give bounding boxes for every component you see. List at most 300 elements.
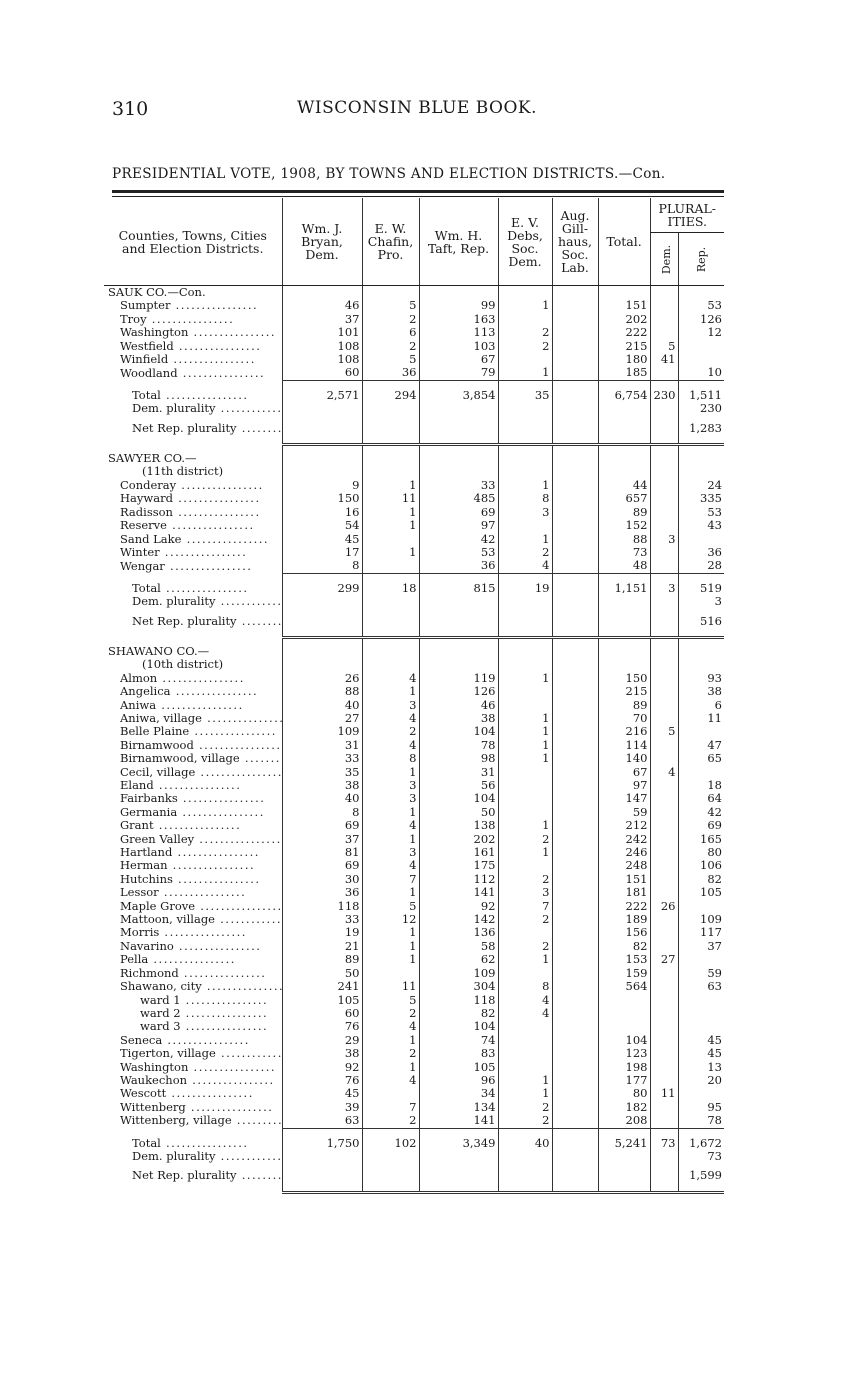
cell-debs: 1 — [498, 819, 552, 832]
spacer-cell — [498, 628, 552, 638]
cell-gillhaus — [552, 452, 598, 465]
cell-total: 208 — [598, 1114, 650, 1128]
table-row — [104, 967, 724, 980]
cell-taft: 62 — [419, 953, 498, 966]
cell-plur-dem: 26 — [650, 900, 678, 913]
cell-plur-dem — [650, 926, 678, 939]
cell-bryan: 76 — [282, 1020, 362, 1033]
cell-gillhaus — [552, 699, 598, 712]
row-label: Fairbanks ..... — [104, 792, 282, 805]
row-label: Wengar ..... — [104, 559, 282, 573]
cell-plur-dem: 41 — [650, 353, 678, 366]
cell-plur-dem — [650, 1114, 678, 1128]
cell-bryan: 40 — [282, 699, 362, 712]
cell-plur-dem — [650, 685, 678, 698]
row-label: Herman ..... — [104, 859, 282, 872]
spacer-cell — [419, 445, 498, 453]
table-row — [104, 766, 724, 779]
cell-chafin — [362, 402, 419, 415]
cell-taft: 126 — [419, 685, 498, 698]
cell-debs: 2 — [498, 913, 552, 926]
table-row — [104, 913, 724, 926]
cell-taft: 112 — [419, 873, 498, 886]
cell-taft: 202 — [419, 833, 498, 846]
table-row — [104, 752, 724, 765]
cell-taft — [419, 615, 498, 628]
cell-bryan: 108 — [282, 353, 362, 366]
cell-chafin: 2 — [362, 1007, 419, 1020]
cell-bryan: 36 — [282, 886, 362, 899]
cell-plur-dem — [650, 980, 678, 993]
cell-plur-dem — [650, 559, 678, 573]
cell-taft: 113 — [419, 326, 498, 339]
cell-gillhaus — [552, 546, 598, 559]
cell-gillhaus — [552, 725, 598, 738]
table-row — [104, 546, 724, 559]
cell-chafin: 1 — [362, 506, 419, 519]
cell-gillhaus — [552, 1101, 598, 1114]
table-row — [104, 1034, 724, 1047]
cell-bryan: 60 — [282, 366, 362, 380]
cell-chafin: 1 — [362, 479, 419, 492]
cell-taft — [419, 402, 498, 415]
row-label: Maple Grove ..... — [104, 900, 282, 913]
row-label: Westfield ..... — [104, 340, 282, 353]
cell-plur-dem: 3 — [650, 578, 678, 595]
cell-taft — [419, 286, 498, 300]
row-label: Dem. plurality ..... — [104, 1150, 282, 1163]
cell-plur-rep — [678, 1087, 724, 1100]
cell-plur-dem: 4 — [650, 766, 678, 779]
cell-plur-rep: 28 — [678, 559, 724, 573]
cell-plur-rep: 38 — [678, 685, 724, 698]
cell-gillhaus — [552, 353, 598, 366]
cell-plur-rep — [678, 465, 724, 478]
spacer-cell — [650, 1183, 678, 1193]
cell-debs — [498, 806, 552, 819]
row-label: Cecil, village ..... — [104, 766, 282, 779]
cell-debs: 40 — [498, 1133, 552, 1150]
table-row — [104, 699, 724, 712]
spacer-cell — [552, 628, 598, 638]
cell-plur-dem — [650, 1047, 678, 1060]
spacer-cell — [282, 435, 362, 445]
cell-chafin: 4 — [362, 1020, 419, 1033]
cell-total: 156 — [598, 926, 650, 939]
cell-gillhaus — [552, 645, 598, 658]
table-row — [104, 1061, 724, 1074]
row-label: Angelica ..... — [104, 685, 282, 698]
cell-chafin: 5 — [362, 299, 419, 312]
net-row — [104, 1169, 724, 1182]
cell-debs: 2 — [498, 326, 552, 339]
cell-debs — [498, 452, 552, 465]
row-label: Radisson ..... — [104, 506, 282, 519]
cell-plur-rep: 42 — [678, 806, 724, 819]
total-row — [104, 385, 724, 402]
cell-gillhaus — [552, 672, 598, 685]
cell-debs — [498, 779, 552, 792]
cell-chafin: 4 — [362, 819, 419, 832]
cell-debs: 2 — [498, 940, 552, 953]
cell-debs: 4 — [498, 994, 552, 1007]
cell-plur-dem — [650, 299, 678, 312]
row-label: Sumpter ..... — [104, 299, 282, 312]
county-row — [104, 286, 724, 300]
cell-total: 5,241 — [598, 1133, 650, 1150]
table-spacer — [104, 435, 724, 445]
table-row — [104, 873, 724, 886]
row-label: Reserve ..... — [104, 519, 282, 532]
cell-bryan: 105 — [282, 994, 362, 1007]
cell-plur-rep — [678, 766, 724, 779]
cell-debs: 8 — [498, 492, 552, 505]
spacer-cell — [419, 1183, 498, 1193]
table-row — [104, 792, 724, 805]
cell-gillhaus — [552, 752, 598, 765]
row-label: SHAWANO CO.— — [108, 644, 210, 658]
spacer-cell — [598, 435, 650, 445]
table-row — [104, 366, 724, 380]
cell-total: 212 — [598, 819, 650, 832]
cell-bryan: 8 — [282, 806, 362, 819]
row-label: Green Valley ..... — [104, 833, 282, 846]
row-label: Net Rep. plurality ..... — [104, 1169, 282, 1182]
cell-plur-dem — [650, 479, 678, 492]
cell-debs: 2 — [498, 1101, 552, 1114]
cell-gillhaus — [552, 980, 598, 993]
spacer-cell — [650, 445, 678, 453]
cell-taft: 82 — [419, 1007, 498, 1020]
cell-gillhaus — [552, 595, 598, 608]
table-row — [104, 492, 724, 505]
cell-taft: 50 — [419, 806, 498, 819]
spacer-cell — [498, 637, 552, 645]
row-label: Total ..... — [104, 578, 282, 595]
cell-taft — [419, 645, 498, 658]
spacer-cell — [362, 628, 419, 638]
cell-plur-rep: 18 — [678, 779, 724, 792]
cell-taft: 78 — [419, 739, 498, 752]
cell-bryan: 63 — [282, 1114, 362, 1128]
cell-gillhaus — [552, 900, 598, 913]
cell-gillhaus — [552, 1114, 598, 1128]
cell-gillhaus — [552, 402, 598, 415]
cell-taft: 33 — [419, 479, 498, 492]
row-label: Eland ..... — [104, 779, 282, 792]
cell-plur-rep — [678, 645, 724, 658]
cell-total — [598, 658, 650, 671]
spacer-cell — [650, 628, 678, 638]
spacer-cell — [598, 445, 650, 453]
cell-plur-dem — [650, 615, 678, 628]
spacer-cell — [282, 1183, 362, 1193]
cell-plur-rep: 335 — [678, 492, 724, 505]
spacer-cell — [598, 1183, 650, 1193]
cell-plur-dem — [650, 913, 678, 926]
cell-bryan: 35 — [282, 766, 362, 779]
total-row — [104, 1133, 724, 1150]
cell-gillhaus — [552, 479, 598, 492]
row-label: Dem. plurality ..... — [104, 402, 282, 415]
cell-gillhaus — [552, 492, 598, 505]
spacer-cell — [362, 1183, 419, 1193]
cell-plur-dem — [650, 645, 678, 658]
cell-total: 215 — [598, 685, 650, 698]
cell-bryan: 17 — [282, 546, 362, 559]
spacer-cell — [362, 637, 419, 645]
cell-gillhaus — [552, 658, 598, 671]
spacer-cell — [104, 1183, 282, 1193]
cell-plur-dem — [650, 452, 678, 465]
cell-gillhaus — [552, 313, 598, 326]
cell-plur-dem — [650, 519, 678, 532]
cell-plur-rep: 126 — [678, 313, 724, 326]
row-label: Navarino ..... — [104, 940, 282, 953]
cell-gillhaus — [552, 994, 598, 1007]
cell-gillhaus — [552, 833, 598, 846]
cell-plur-rep: 10 — [678, 366, 724, 380]
cell-plur-dem — [650, 1007, 678, 1020]
sub-row — [104, 658, 724, 671]
cell-plur-dem — [650, 506, 678, 519]
col-header-total: Total. — [598, 198, 650, 286]
col-header-chafin: E. W. Chafin, Pro. — [362, 198, 419, 286]
cell-taft: 105 — [419, 1061, 498, 1074]
cell-taft: 83 — [419, 1047, 498, 1060]
cell-bryan: 27 — [282, 712, 362, 725]
cell-plur-rep: 65 — [678, 752, 724, 765]
cell-plur-dem — [650, 967, 678, 980]
cell-taft: 34 — [419, 1087, 498, 1100]
cell-debs: 1 — [498, 1087, 552, 1100]
cell-debs: 1 — [498, 739, 552, 752]
row-label: ward 1 ..... — [104, 994, 282, 1007]
cell-gillhaus — [552, 953, 598, 966]
cell-total: 151 — [598, 873, 650, 886]
cell-bryan — [282, 452, 362, 465]
plur-row — [104, 595, 724, 608]
row-label: Pella ..... — [104, 953, 282, 966]
cell-total: 114 — [598, 739, 650, 752]
cell-debs: 2 — [498, 546, 552, 559]
cell-taft: 118 — [419, 994, 498, 1007]
spacer-cell — [650, 435, 678, 445]
cell-debs — [498, 766, 552, 779]
cell-total: 182 — [598, 1101, 650, 1114]
cell-plur-rep: 1,599 — [678, 1169, 724, 1182]
table-row — [104, 953, 724, 966]
cell-bryan — [282, 465, 362, 478]
row-label: Hayward ..... — [104, 492, 282, 505]
cell-bryan: 299 — [282, 578, 362, 595]
cell-debs — [498, 595, 552, 608]
spacer-cell — [678, 637, 724, 645]
cell-gillhaus — [552, 366, 598, 380]
cell-chafin: 5 — [362, 900, 419, 913]
spacer-cell — [552, 445, 598, 453]
plur-row — [104, 1150, 724, 1163]
cell-plur-dem — [650, 886, 678, 899]
row-label: Birnamwood ..... — [104, 739, 282, 752]
cell-debs: 4 — [498, 559, 552, 573]
cell-bryan: 69 — [282, 819, 362, 832]
cell-total: 215 — [598, 340, 650, 353]
table-row — [104, 313, 724, 326]
spacer-cell — [650, 637, 678, 645]
cell-debs: 2 — [498, 340, 552, 353]
cell-gillhaus — [552, 422, 598, 435]
cell-bryan: 33 — [282, 752, 362, 765]
cell-debs: 35 — [498, 385, 552, 402]
cell-chafin: 18 — [362, 578, 419, 595]
cell-chafin — [362, 595, 419, 608]
cell-total: 44 — [598, 479, 650, 492]
cell-plur-rep: 24 — [678, 479, 724, 492]
top-rule-thin — [112, 196, 724, 197]
cell-plur-dem — [650, 313, 678, 326]
cell-plur-dem: 27 — [650, 953, 678, 966]
cell-total: 153 — [598, 953, 650, 966]
cell-debs: 1 — [498, 712, 552, 725]
cell-chafin: 2 — [362, 313, 419, 326]
column-headers — [104, 198, 724, 233]
cell-gillhaus — [552, 779, 598, 792]
cell-total: 216 — [598, 725, 650, 738]
cell-debs: 1 — [498, 366, 552, 380]
cell-chafin — [362, 533, 419, 546]
cell-debs — [498, 519, 552, 532]
cell-taft — [419, 1150, 498, 1163]
row-label: Almon ..... — [104, 672, 282, 685]
spacer-cell — [498, 435, 552, 445]
row-label: Total ..... — [104, 385, 282, 402]
cell-plur-dem: 73 — [650, 1133, 678, 1150]
cell-chafin: 1 — [362, 886, 419, 899]
cell-bryan: 16 — [282, 506, 362, 519]
cell-taft: 74 — [419, 1034, 498, 1047]
net-row — [104, 615, 724, 628]
row-label: Wescott ..... — [104, 1087, 282, 1100]
page-header — [112, 98, 722, 124]
row-label: Winter ..... — [104, 546, 282, 559]
table-row — [104, 819, 724, 832]
spacer-cell — [598, 637, 650, 645]
cell-taft: 163 — [419, 313, 498, 326]
cell-total: 123 — [598, 1047, 650, 1060]
cell-bryan: 1,750 — [282, 1133, 362, 1150]
cell-plur-rep: 63 — [678, 980, 724, 993]
cell-taft: 38 — [419, 712, 498, 725]
cell-plur-rep: 3 — [678, 595, 724, 608]
cell-plur-dem — [650, 1020, 678, 1033]
cell-bryan: 101 — [282, 326, 362, 339]
cell-debs — [498, 859, 552, 872]
cell-total: 180 — [598, 353, 650, 366]
cell-plur-dem — [650, 422, 678, 435]
cell-chafin: 294 — [362, 385, 419, 402]
cell-plur-dem: 230 — [650, 385, 678, 402]
net-row — [104, 422, 724, 435]
cell-gillhaus — [552, 1020, 598, 1033]
cell-chafin: 4 — [362, 712, 419, 725]
cell-gillhaus — [552, 913, 598, 926]
table-row — [104, 725, 724, 738]
cell-chafin: 1 — [362, 685, 419, 698]
cell-chafin: 36 — [362, 366, 419, 380]
cell-bryan: 38 — [282, 1047, 362, 1060]
cell-bryan: 2,571 — [282, 385, 362, 402]
cell-taft: 142 — [419, 913, 498, 926]
cell-plur-rep: 93 — [678, 672, 724, 685]
cell-gillhaus — [552, 1047, 598, 1060]
cell-debs — [498, 699, 552, 712]
cell-chafin: 4 — [362, 739, 419, 752]
spacer-cell — [104, 435, 282, 445]
table-spacer — [104, 628, 724, 638]
cell-debs — [498, 1150, 552, 1163]
cell-total — [598, 595, 650, 608]
cell-total: 67 — [598, 766, 650, 779]
table-row — [104, 940, 724, 953]
spacer-cell — [282, 445, 362, 453]
row-label: Morris ..... — [104, 926, 282, 939]
table-row — [104, 299, 724, 312]
table-spacer — [104, 1183, 724, 1193]
cell-total: 152 — [598, 519, 650, 532]
spacer-cell — [362, 435, 419, 445]
ward-row — [104, 1007, 724, 1020]
row-label: Hutchins ..... — [104, 873, 282, 886]
cell-chafin: 1 — [362, 953, 419, 966]
cell-plur-dem — [650, 1150, 678, 1163]
cell-total: 1,151 — [598, 578, 650, 595]
cell-plur-rep — [678, 1007, 724, 1020]
cell-plur-dem — [650, 819, 678, 832]
cell-debs — [498, 1047, 552, 1060]
cell-taft — [419, 658, 498, 671]
cell-plur-dem — [650, 672, 678, 685]
cell-plur-rep: 106 — [678, 859, 724, 872]
cell-taft: 56 — [419, 779, 498, 792]
cell-taft: 58 — [419, 940, 498, 953]
cell-chafin — [362, 1169, 419, 1182]
cell-plur-rep: 1,283 — [678, 422, 724, 435]
cell-chafin: 5 — [362, 353, 419, 366]
cell-taft: 42 — [419, 533, 498, 546]
cell-bryan: 69 — [282, 859, 362, 872]
cell-gillhaus — [552, 819, 598, 832]
cell-plur-rep: 105 — [678, 886, 724, 899]
cell-plur-dem — [650, 595, 678, 608]
cell-bryan: 46 — [282, 299, 362, 312]
cell-plur-rep: 43 — [678, 519, 724, 532]
cell-taft: 3,854 — [419, 385, 498, 402]
cell-total — [598, 465, 650, 478]
cell-gillhaus — [552, 712, 598, 725]
cell-debs — [498, 353, 552, 366]
cell-chafin — [362, 615, 419, 628]
cell-bryan — [282, 422, 362, 435]
county-row — [104, 452, 724, 465]
table-row — [104, 806, 724, 819]
cell-gillhaus — [552, 1074, 598, 1087]
cell-plur-dem — [650, 833, 678, 846]
cell-plur-dem — [650, 326, 678, 339]
cell-taft — [419, 595, 498, 608]
cell-chafin: 2 — [362, 725, 419, 738]
row-label: Total ..... — [104, 1133, 282, 1150]
